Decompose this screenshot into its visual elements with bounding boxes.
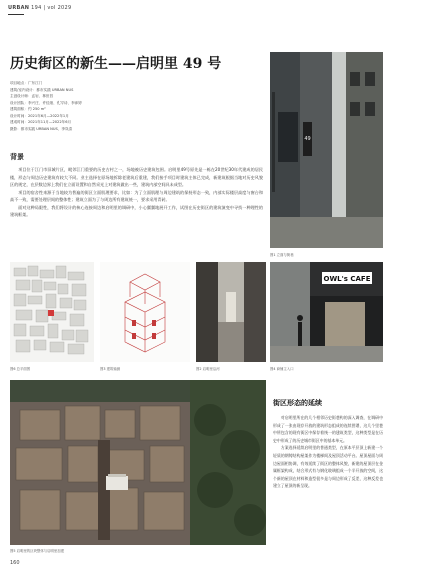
section-body-background (10, 166, 263, 219)
journal-issue: 194 | vol 2029 (31, 5, 72, 11)
corridor-illustration (196, 262, 266, 362)
paragraph: 项目的宿舍性来源于当地较为普遍的街区立面肌理要求，比如：为了立面肌理与周边建筑的保持形态一致，内部实际楼层高度与窗台和高不一致，需要处理层间的整体性；建筑立面为了与周边所有建筑统一，要求采用青砖。 (10, 189, 263, 202)
paragraph: 方案选择延续启明里的普通类型，在原本平层顶上新建一个轻质的钢铸结构屋架作为楼梯间及屋顶活动平台。屋顶屋面与周边屋面相协调，有效延续了街区的整体风貌，新建的屋顶层在金属框架构成，结合形式有与钢化玻璃组成一个半开放的空间，这个新的屋顶在材料和造型很多是与周边形成了反差，这种反差也建立了屋顶的新呈现。 (273, 445, 383, 489)
site-plan-drawing (10, 262, 94, 362)
meta-line: 摄影：都市实践 URBAN NUS、李岚清 (10, 126, 73, 131)
aerial-illustration (10, 380, 266, 545)
meta-line: 建成时间：2021年11月—2022年6月 (10, 120, 72, 124)
meta-line: 设计团队：李兴庄、许佳绪、孔岑诗、李沛婷 (10, 100, 82, 105)
paragraph: 面对这种局限性，我们将设计的核心连接周边和启明里的调研中，小心翼翼地展开工作，试图在历史街区的建筑演变中寻找一种理性的建筑框架。 (10, 204, 263, 217)
aerial-photo (10, 380, 266, 545)
meta-line: 建筑/室内设计：都市实践 URBAN NUS (10, 87, 74, 92)
cafe-sign-text: OWL's CAFE (323, 275, 371, 283)
cafe-illustration (270, 262, 383, 362)
street-photo-illustration (270, 52, 383, 248)
corridor-photo (196, 262, 266, 362)
header-rule (8, 14, 24, 15)
page-number: 160 (10, 560, 20, 566)
section-body-street-form (273, 414, 383, 490)
journal-header (8, 5, 72, 11)
figure-caption: 图2 启明里沿河 (196, 367, 220, 371)
figure-caption: 图6 总平面图 (10, 367, 31, 371)
figure-caption: 图3 建筑轴测 (100, 367, 121, 371)
section-heading-background: 背景 (10, 152, 24, 161)
section-heading-street-form: 街区形态的延续 (273, 398, 322, 407)
axonometric-drawing (100, 262, 190, 362)
street-photo (270, 52, 383, 248)
journal-name: URBAN (8, 5, 30, 11)
figure-caption: 图4 商铺主入口 (270, 367, 294, 371)
figure-caption: 图1 立面与街巷 (270, 253, 294, 257)
figure-caption: 图5 启明里的区块整体与启明里加建 (10, 549, 65, 553)
meta-line: 建筑面积：约 250 m² (10, 107, 46, 111)
meta-line: 主创设计师：孟岩、林世昌 (10, 94, 54, 98)
site-plan (10, 262, 94, 362)
street-sign-number: 49 (304, 136, 311, 142)
article-title: 历史街区的新生——启明里 49 号 (10, 56, 222, 72)
paragraph: 项目位于江门市旧城片区，毗邻江门重要的历史古村之一，场地被历史建筑包围。启明里49号原先是一栋在20世纪30年代建成的居民楼，形态与周边历史建筑有较大不同。业主选择在原场地拆除老建筑后重建，我们接手项目时建筑主体已完成，新建筑根据当地对历史风貌区的规定，在层数边界上我们在立面设置和自然采光上对建筑做出一些，建筑内部空间具未成型。 (10, 167, 263, 187)
project-info (10, 80, 130, 132)
axonometric-illustration (100, 262, 190, 362)
meta-line: 项目地点：广东江门 (10, 81, 43, 85)
paragraph: 对启明里所在的几个相邻历史街巷构的深入调查，在调研中形成了一张由现存开放的建筑形态组成的连续图谱，这几个里巷中所包含的现有街区中保存着统一的建筑类型，这种类型是在历史中形成了的历史城市街区中的基本单元。 (273, 415, 383, 443)
cafe-photo (270, 262, 383, 362)
meta-line: 设计时间：2021年6月—2022年1月 (10, 113, 69, 118)
